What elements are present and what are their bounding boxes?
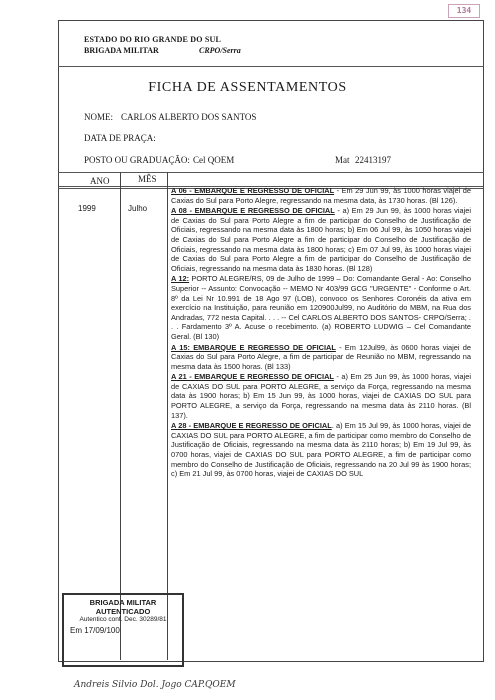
entry-a08 xyxy=(171,206,471,273)
entry-a12 xyxy=(171,274,471,341)
handwritten-signature: Andreis Silvio Dol. Jogo CAP.QOEM xyxy=(74,680,236,690)
header-state: ESTADO DO RIO GRANDE DO SUL xyxy=(84,35,222,44)
entry-heading: A 21 - EMBARQUE E REGRESSO DE OFICIAL xyxy=(171,372,334,382)
entry-a06 xyxy=(171,186,471,205)
entry-heading: A 08 - EMBARQUE E REGRESSO DE OFICIAL xyxy=(171,206,335,216)
entry-year: 1999 xyxy=(78,204,96,213)
column-divider xyxy=(167,172,168,660)
date-label: DATA DE PRAÇA: xyxy=(84,133,156,143)
entries-text xyxy=(171,186,471,480)
stamp-line: AUTENTICADO xyxy=(95,607,151,616)
stamp-date: Em 17/09/100 xyxy=(70,626,120,635)
entry-text: PORTO ALEGRE/RS, 09 de Julho de 1999 – Do: Comandante Geral - Ao: Conselho Superior -- Assunto: Convocação -- MEMO Nr 403/99 GCG "URGENTE" - Conforme o Art. 8º da Lei Nr 10.991 de 18 Ago 97 (LOB), convoco os Senhores Coronéis da ativa em exercício na Instituição, para reunião em 120900Jul99, no Auditório do MBM, na Rua dos Andradas, 772 nesta Capital. . . . -- Cel CARLOS ALBERTO DOS SANTOS- CRPO/Serra; . . . Fardamento 3º A. Acuse o recebimento. (a) ROBERTO LUDWIG – Cel Comandante Geral. (Bl 130) xyxy=(171,274,471,341)
column-year-header: ANO xyxy=(90,176,110,186)
header-unit: CRPO/Serra xyxy=(199,46,241,55)
rank-label: POSTO OU GRADUAÇÃO: xyxy=(84,155,190,165)
stamp-line: Autentico conf. Dec. 30289/81 xyxy=(79,616,167,623)
entry-a15 xyxy=(171,343,471,372)
entry-heading: A 12: xyxy=(171,274,190,284)
column-month-header: MÊS xyxy=(138,174,157,184)
page-number-stamp: 134 xyxy=(448,4,480,18)
entry-heading: A 15: EMBARQUE E REGRESSO DE OFICIAL xyxy=(171,342,336,352)
entry-text: - Em 29 Jun 99, às 1000 horas viajei de Caxias do Sul para Porto Alegre, regressando na mesma data, às 1730 horas. (Bl 126). xyxy=(171,186,471,205)
entry-a21 xyxy=(171,372,471,420)
name-label: NOME: xyxy=(84,112,113,122)
entry-text: - Em 12Jul99, às 0600 horas viajei de Caxias do Sul para Porto Alegre, a fim de participar de Reunião no MBM, regressando na mesma data às 1500 horas. (Bl 133) xyxy=(171,342,471,371)
entry-text: - a) Em 25 Jun 99, às 1000 horas, viajei de CAXIAS DO SUL para PORTO ALEGRE, a serviço da Força, regressando na mesma data às 1900 horas; b) Em 15 Jun 99, às 1000 horas, viajei de CAXIAS DO SUL para PORTO ALEGRE, a serviço da Força, regressando na mesma data às 2110 horas. (Bl 137). xyxy=(171,372,471,420)
entry-text: . a) Em 15 Jul 99, às 1000 horas, viajei de CAXIAS DO SUL para PORTO ALEGRE, a fim de participar como membro do Conselho de Justificação de Oficiais, regressando na mesma data às 2110 horas; b) Em 19 Jul 99, às 0700 horas, viajei de CAXIAS DO SUL para PORTO ALEGRE, a fim de participar como membro do Conselho de Justificação de Oficiais, regressando na 20 Jul 99 às 1900 horas; c) Em 21 Jul 99, às 0700 horas, viajei de CAXIAS DO SUL xyxy=(171,421,471,479)
rank-value: Cel QOEM xyxy=(193,155,235,165)
divider xyxy=(58,172,484,173)
entry-month: Julho xyxy=(128,204,148,213)
name-value: CARLOS ALBERTO DOS SANTOS xyxy=(121,112,257,122)
entry-heading: A 06 - EMBARQUE E REGRESSO DE OFICIAL xyxy=(171,186,335,195)
entry-text: - a) Em 29 Jun 99, às 1000 horas viajei de Caxias do Sul para Porto Alegre a fim de participar do Conselho de Justificação de Oficiais, regressando na mesma data às 1800 horas; b) Em 06 Jul 99, às 1050 horas viajei de Caxias do Sul para Porto Alegre a fim de participar do Conselho de Justificação de Oficiais, regressando na mesma data às 1800 horas; c) Em 07 Jul 99, às 1000 horas viajei de Caxias do Sul para Porto Alegre a fim de participar do Conselho de Justificação de Oficiais, regressando na mesma data às 1830 horas. (Bl 128) xyxy=(171,206,471,273)
column-divider xyxy=(120,172,121,660)
stamp-line: BRIGADA MILITAR xyxy=(89,598,157,607)
header-brigade: BRIGADA MILITAR xyxy=(84,46,159,55)
entry-heading: A 28 - EMBARQUE E REGRESSO DE OFICIAL xyxy=(171,421,332,431)
entry-a28 xyxy=(171,421,471,479)
divider xyxy=(58,66,484,67)
mat-value: 22413197 xyxy=(355,155,391,165)
mat-label: Mat xyxy=(335,155,350,165)
page-title: FICHA DE ASSENTAMENTOS xyxy=(148,80,347,95)
authentication-stamp xyxy=(62,593,184,667)
